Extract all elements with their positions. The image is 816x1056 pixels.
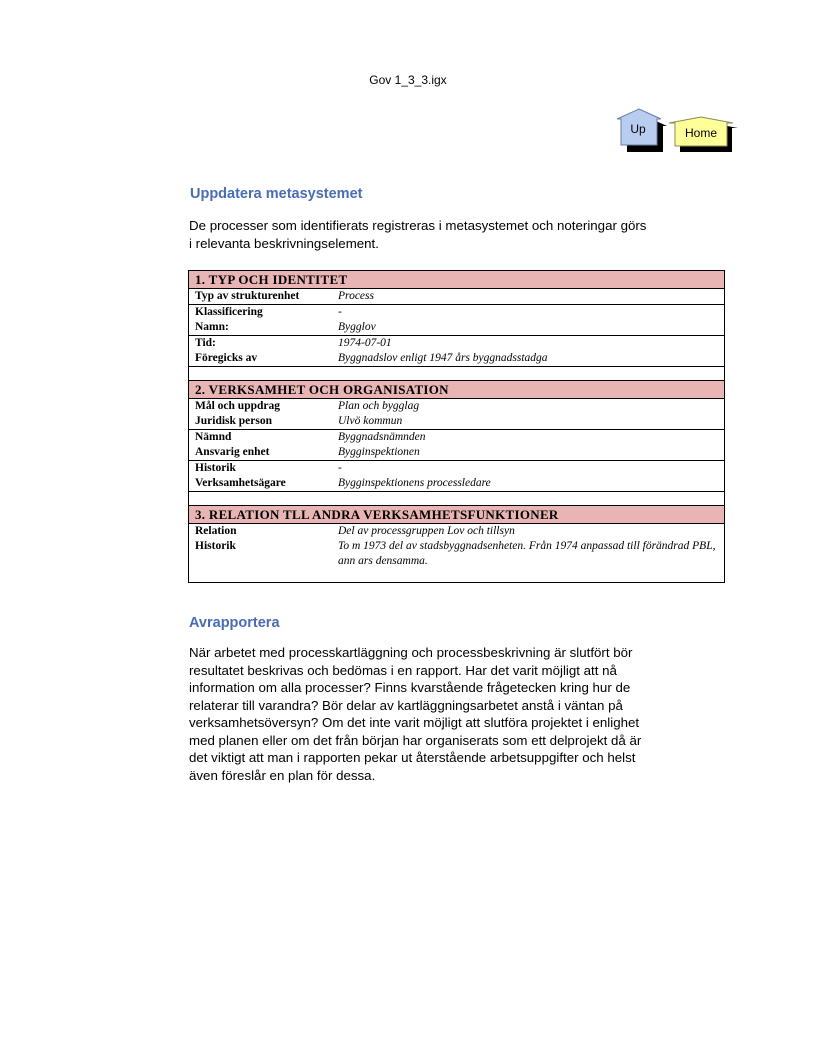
table-row bbox=[189, 399, 724, 430]
field-value: 1974-07-01 bbox=[338, 337, 392, 349]
field-value: Bygglov bbox=[338, 321, 376, 333]
table-row bbox=[189, 524, 724, 568]
field-value: Bygginspektionen bbox=[338, 446, 420, 458]
report-paragraph: När arbetet med processkartläggning och processbeskrivning är slutfört bör resultatet beskrivas och bedömas i en rapport. Har det varit möjligt att nå information om alla processer? Finns kvarstående frågetecken kring hur de relaterar till varandra? Bör delar av kartläggningsarbetet anstå i väntan på verksamhetsöversyn? Om det inte varit möjligt att slutföra projektet i enlighet med planen eller om det från början har organiserats som ett delprojekt då är det viktigt att man i rapporten pekar ut återstående arbetsuppgifter och helst även föreslår en plan för dessa. bbox=[189, 645, 642, 783]
field-label: Verksamhetsägare bbox=[195, 477, 286, 489]
field-label: Nämnd bbox=[195, 431, 232, 443]
field-value: Ulvö kommun bbox=[338, 415, 403, 427]
table-section-header: 2. VERKSAMHET OCH ORGANISATION bbox=[189, 380, 724, 399]
field-value: Process bbox=[338, 290, 374, 302]
table-row bbox=[189, 461, 724, 492]
field-value: Plan och bygglag bbox=[338, 400, 420, 412]
up-button-label: Up bbox=[630, 122, 646, 136]
field-label: Föregicks av bbox=[195, 352, 258, 364]
section-heading-report: Avrapportera bbox=[189, 615, 280, 631]
table-row bbox=[189, 289, 724, 305]
field-value: Byggnadsnämnden bbox=[338, 431, 426, 443]
table-section-header: 3. RELATION TLL ANDRA VERKSAMHETSFUNKTIONER bbox=[189, 505, 724, 524]
field-label: Historik bbox=[195, 540, 236, 552]
field-label: Klassificering bbox=[195, 306, 263, 318]
metadata-table bbox=[188, 270, 725, 583]
field-label: Ansvarig enhet bbox=[195, 446, 270, 458]
table-spacer bbox=[189, 492, 724, 505]
field-value: - bbox=[338, 462, 342, 474]
section-heading-update: Uppdatera metasystemet bbox=[190, 186, 363, 202]
table-spacer bbox=[189, 367, 724, 380]
table-row bbox=[189, 430, 724, 461]
table-section-header: 1. TYP OCH IDENTITET bbox=[189, 271, 724, 289]
home-button[interactable] bbox=[668, 116, 738, 154]
field-value: To m 1973 del av stadsbyggnadsenheten. Från 1974 anpassad till förändrad PBL, ann ars densamma. bbox=[338, 540, 716, 567]
document-filename: Gov 1_3_3.igx bbox=[369, 73, 447, 87]
up-button[interactable] bbox=[615, 108, 667, 154]
field-label: Namn: bbox=[195, 321, 229, 333]
field-label: Relation bbox=[195, 525, 237, 537]
table-spacer bbox=[189, 568, 724, 582]
field-value: - bbox=[338, 306, 342, 318]
table-row bbox=[189, 305, 724, 336]
field-label: Tid: bbox=[195, 337, 216, 349]
field-label: Historik bbox=[195, 462, 236, 474]
field-label: Juridisk person bbox=[195, 415, 273, 427]
field-label: Mål och uppdrag bbox=[195, 400, 280, 412]
field-value: Byggnadslov enligt 1947 års byggnadsstadga bbox=[338, 352, 548, 364]
field-label: Typ av strukturenhet bbox=[195, 290, 300, 302]
update-paragraph: De processer som identifierats registreras i metasystemet och noteringar görs i relevanta beskrivningselement. bbox=[189, 218, 647, 251]
field-value: Del av processgruppen Lov och tillsyn bbox=[338, 525, 515, 537]
field-value: Bygginspektionens processledare bbox=[338, 477, 491, 489]
home-button-label: Home bbox=[684, 126, 717, 140]
table-row bbox=[189, 336, 724, 367]
